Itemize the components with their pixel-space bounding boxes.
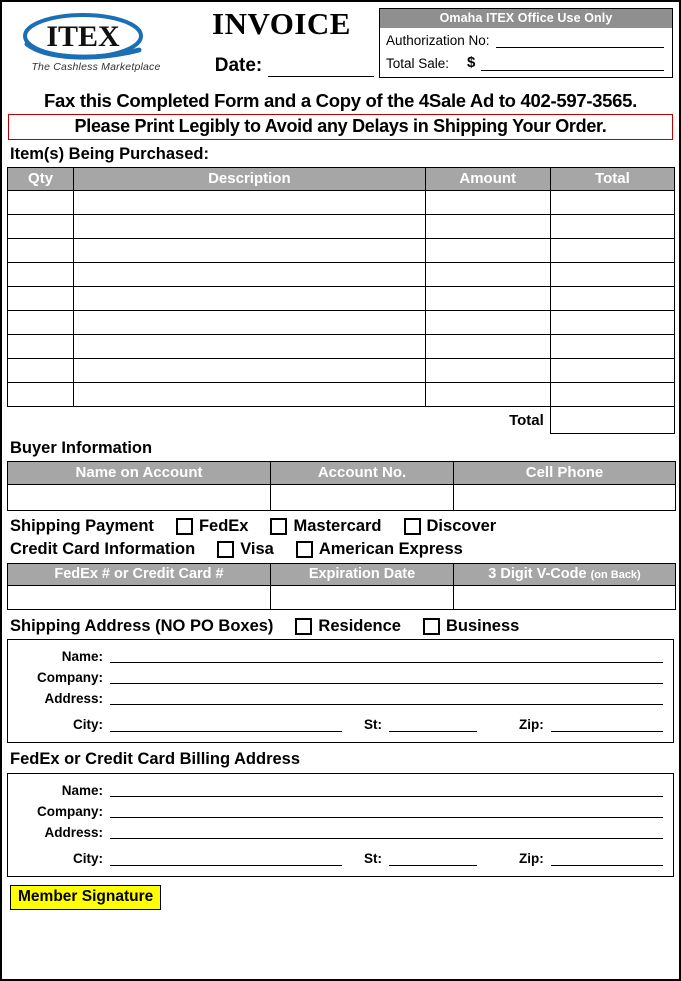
cell-description[interactable] bbox=[74, 239, 426, 263]
items-section-title: Item(s) Being Purchased: bbox=[10, 145, 209, 163]
cell-amount[interactable] bbox=[425, 263, 550, 287]
cell-total[interactable] bbox=[550, 239, 674, 263]
input-shipping-company[interactable] bbox=[110, 670, 663, 684]
input-billing-address[interactable] bbox=[110, 825, 663, 839]
shipping-payment-row bbox=[2, 511, 679, 537]
form-header bbox=[2, 2, 679, 88]
cell-amount[interactable] bbox=[425, 335, 550, 359]
card-header-row bbox=[8, 564, 676, 586]
grand-total-input[interactable] bbox=[550, 407, 674, 434]
currency-symbol: $ bbox=[467, 54, 476, 71]
label-billing-address: Address: bbox=[44, 824, 103, 840]
column-header-account-no: Account No. bbox=[271, 462, 454, 485]
items-table-header-row bbox=[8, 168, 675, 191]
billing-city-state-zip-row bbox=[18, 851, 663, 866]
table-row[interactable] bbox=[8, 586, 676, 610]
itex-logo bbox=[8, 10, 184, 60]
label-shipping-company: Company: bbox=[36, 669, 103, 685]
office-use-title: Omaha ITEX Office Use Only bbox=[380, 9, 672, 28]
cell-total[interactable] bbox=[550, 191, 674, 215]
cell-qty[interactable] bbox=[8, 263, 74, 287]
cell-total[interactable] bbox=[550, 335, 674, 359]
table-row[interactable] bbox=[8, 485, 676, 511]
cell-amount[interactable] bbox=[425, 239, 550, 263]
checkbox-label-business: Business bbox=[445, 617, 520, 635]
buyer-header-row bbox=[8, 462, 676, 485]
label-billing-city: City: bbox=[73, 851, 103, 866]
page-title: INVOICE bbox=[212, 6, 351, 41]
checkbox-business[interactable] bbox=[423, 617, 519, 636]
cell-amount[interactable] bbox=[425, 215, 550, 239]
cell-description[interactable] bbox=[74, 335, 426, 359]
table-row[interactable] bbox=[8, 359, 675, 383]
checkbox-label-visa: Visa bbox=[240, 540, 274, 558]
spacer-cell bbox=[74, 407, 426, 434]
table-row[interactable] bbox=[8, 383, 675, 407]
table-row[interactable] bbox=[8, 335, 675, 359]
date-label: Date: bbox=[214, 55, 263, 76]
label-billing-zip: Zip: bbox=[519, 851, 544, 866]
total-sale-input[interactable] bbox=[481, 56, 664, 71]
authorization-row bbox=[380, 28, 672, 48]
cell-qty[interactable] bbox=[8, 359, 74, 383]
shipping-address-title: Shipping Address (NO PO Boxes) bbox=[10, 617, 274, 635]
cell-description[interactable] bbox=[74, 383, 426, 407]
shipping-city-state-zip-row bbox=[18, 717, 663, 732]
billing-company-row bbox=[18, 804, 663, 818]
checkbox-mastercard[interactable] bbox=[270, 517, 381, 536]
input-shipping-state[interactable] bbox=[389, 718, 477, 732]
input-billing-city[interactable] bbox=[110, 852, 342, 866]
table-row[interactable] bbox=[8, 263, 675, 287]
cell-qty[interactable] bbox=[8, 191, 74, 215]
cell-amount[interactable] bbox=[425, 311, 550, 335]
checkbox-american-express[interactable] bbox=[296, 540, 463, 559]
input-account-no[interactable] bbox=[271, 485, 454, 511]
input-billing-name[interactable] bbox=[110, 783, 663, 797]
billing-address-block bbox=[7, 773, 674, 877]
table-row[interactable] bbox=[8, 191, 675, 215]
checkbox-icon[interactable] bbox=[296, 541, 313, 558]
column-header-card-number: FedEx # or Credit Card # bbox=[8, 564, 271, 586]
checkbox-label-american-express: American Express bbox=[318, 540, 463, 558]
label-shipping-zip: Zip: bbox=[519, 717, 544, 732]
cell-qty[interactable] bbox=[8, 335, 74, 359]
checkbox-label-mastercard: Mastercard bbox=[293, 517, 382, 535]
date-input[interactable] bbox=[268, 60, 374, 77]
shipping-address-row bbox=[18, 691, 663, 705]
credit-card-info-label: Credit Card Information bbox=[10, 540, 196, 558]
column-header-qty: Qty bbox=[8, 168, 74, 191]
cell-amount[interactable] bbox=[425, 287, 550, 311]
cell-qty[interactable] bbox=[8, 215, 74, 239]
column-header-name-on-account: Name on Account bbox=[8, 462, 271, 485]
input-vcode[interactable] bbox=[454, 586, 676, 610]
cell-total[interactable] bbox=[550, 383, 674, 407]
billing-address-title: FedEx or Credit Card Billing Address bbox=[10, 750, 301, 768]
vcode-label: 3 Digit V-Code bbox=[488, 566, 587, 582]
table-row[interactable] bbox=[8, 311, 675, 335]
office-use-box bbox=[379, 8, 673, 78]
checkbox-icon[interactable] bbox=[404, 518, 421, 535]
cell-total[interactable] bbox=[550, 287, 674, 311]
input-shipping-name[interactable] bbox=[110, 649, 663, 663]
cell-description[interactable] bbox=[74, 311, 426, 335]
credit-card-info-row bbox=[2, 537, 679, 560]
table-row[interactable] bbox=[8, 287, 675, 311]
checkbox-label-fedex: FedEx bbox=[198, 517, 249, 535]
input-cell-phone[interactable] bbox=[454, 485, 676, 511]
checkbox-icon[interactable] bbox=[423, 618, 440, 635]
checkbox-discover[interactable] bbox=[404, 517, 497, 536]
billing-name-row bbox=[18, 783, 663, 797]
date-field-row bbox=[184, 55, 379, 77]
grand-total-label: Total bbox=[509, 411, 544, 429]
input-card-number[interactable] bbox=[8, 586, 271, 610]
cell-qty[interactable] bbox=[8, 287, 74, 311]
vcode-note: (on Back) bbox=[590, 569, 641, 581]
items-table bbox=[7, 167, 675, 434]
checkbox-residence[interactable] bbox=[295, 617, 401, 636]
buyer-info-table bbox=[7, 461, 676, 511]
checkbox-label-discover: Discover bbox=[426, 517, 497, 535]
itex-logo-icon bbox=[21, 10, 171, 62]
input-shipping-zip[interactable] bbox=[551, 718, 663, 732]
member-signature-label[interactable]: Member Signature bbox=[10, 885, 161, 910]
input-billing-company[interactable] bbox=[110, 804, 663, 818]
card-details-table bbox=[7, 563, 676, 610]
cell-description[interactable] bbox=[74, 191, 426, 215]
fax-notice: Fax this Completed Form and a Copy of the 4Sale Ad to 402-597-3565. bbox=[44, 90, 637, 111]
authorization-label: Authorization No: bbox=[386, 33, 490, 48]
label-shipping-city: City: bbox=[73, 717, 103, 732]
print-legibly-notice: Please Print Legibly to Avoid any Delays in Shipping Your Order. bbox=[8, 114, 673, 140]
shipping-name-row bbox=[18, 649, 663, 663]
checkbox-icon[interactable] bbox=[270, 518, 287, 535]
cell-total[interactable] bbox=[550, 359, 674, 383]
billing-address-row bbox=[18, 825, 663, 839]
label-billing-state: St: bbox=[364, 851, 382, 866]
shipping-address-heading bbox=[2, 610, 679, 639]
label-shipping-state: St: bbox=[364, 717, 382, 732]
column-header-expiration-date: Expiration Date bbox=[271, 564, 454, 586]
input-shipping-address[interactable] bbox=[110, 691, 663, 705]
grand-total-row bbox=[8, 407, 675, 434]
shipping-address-block bbox=[7, 639, 674, 743]
checkbox-icon[interactable] bbox=[217, 541, 234, 558]
buyer-section-title: Buyer Information bbox=[10, 439, 153, 457]
cell-total[interactable] bbox=[550, 311, 674, 335]
shipping-company-row bbox=[18, 670, 663, 684]
invoice-title-block bbox=[184, 6, 379, 77]
cell-description[interactable] bbox=[74, 287, 426, 311]
cell-amount[interactable] bbox=[425, 191, 550, 215]
checkbox-label-residence: Residence bbox=[318, 617, 401, 635]
cell-description[interactable] bbox=[74, 359, 426, 383]
input-billing-zip[interactable] bbox=[551, 852, 663, 866]
label-shipping-address: Address: bbox=[44, 690, 103, 706]
cell-qty[interactable] bbox=[8, 383, 74, 407]
input-name-on-account[interactable] bbox=[8, 485, 271, 511]
column-header-description: Description bbox=[74, 168, 426, 191]
signature-area bbox=[2, 877, 679, 910]
column-header-amount: Amount bbox=[425, 168, 550, 191]
svg-text:ITEX: ITEX bbox=[46, 20, 120, 53]
cell-total[interactable] bbox=[550, 215, 674, 239]
column-header-cell-phone: Cell Phone bbox=[454, 462, 676, 485]
checkbox-visa[interactable] bbox=[217, 540, 274, 559]
total-sale-label: Total Sale: bbox=[386, 56, 450, 71]
table-row[interactable] bbox=[8, 215, 675, 239]
label-billing-name: Name: bbox=[61, 782, 103, 798]
authorization-input[interactable] bbox=[496, 33, 664, 48]
checkbox-fedex[interactable] bbox=[176, 517, 249, 536]
cell-amount[interactable] bbox=[425, 383, 550, 407]
checkbox-icon[interactable] bbox=[176, 518, 193, 535]
checkbox-icon[interactable] bbox=[295, 618, 312, 635]
table-row[interactable] bbox=[8, 239, 675, 263]
cell-qty[interactable] bbox=[8, 239, 74, 263]
column-header-total: Total bbox=[550, 168, 674, 191]
input-billing-state[interactable] bbox=[389, 852, 477, 866]
label-shipping-name: Name: bbox=[61, 648, 103, 664]
label-billing-company: Company: bbox=[36, 803, 103, 819]
cell-qty[interactable] bbox=[8, 311, 74, 335]
logo-tagline: The Cashless Marketplace bbox=[31, 61, 161, 73]
input-expiration-date[interactable] bbox=[271, 586, 454, 610]
cell-amount[interactable] bbox=[425, 359, 550, 383]
logo-block bbox=[8, 6, 184, 73]
shipping-payment-label: Shipping Payment bbox=[10, 517, 154, 535]
cell-description[interactable] bbox=[74, 263, 426, 287]
cell-total[interactable] bbox=[550, 263, 674, 287]
total-sale-row bbox=[380, 48, 672, 77]
input-shipping-city[interactable] bbox=[110, 718, 342, 732]
spacer-cell bbox=[8, 407, 74, 434]
column-header-vcode bbox=[454, 564, 676, 586]
cell-description[interactable] bbox=[74, 215, 426, 239]
